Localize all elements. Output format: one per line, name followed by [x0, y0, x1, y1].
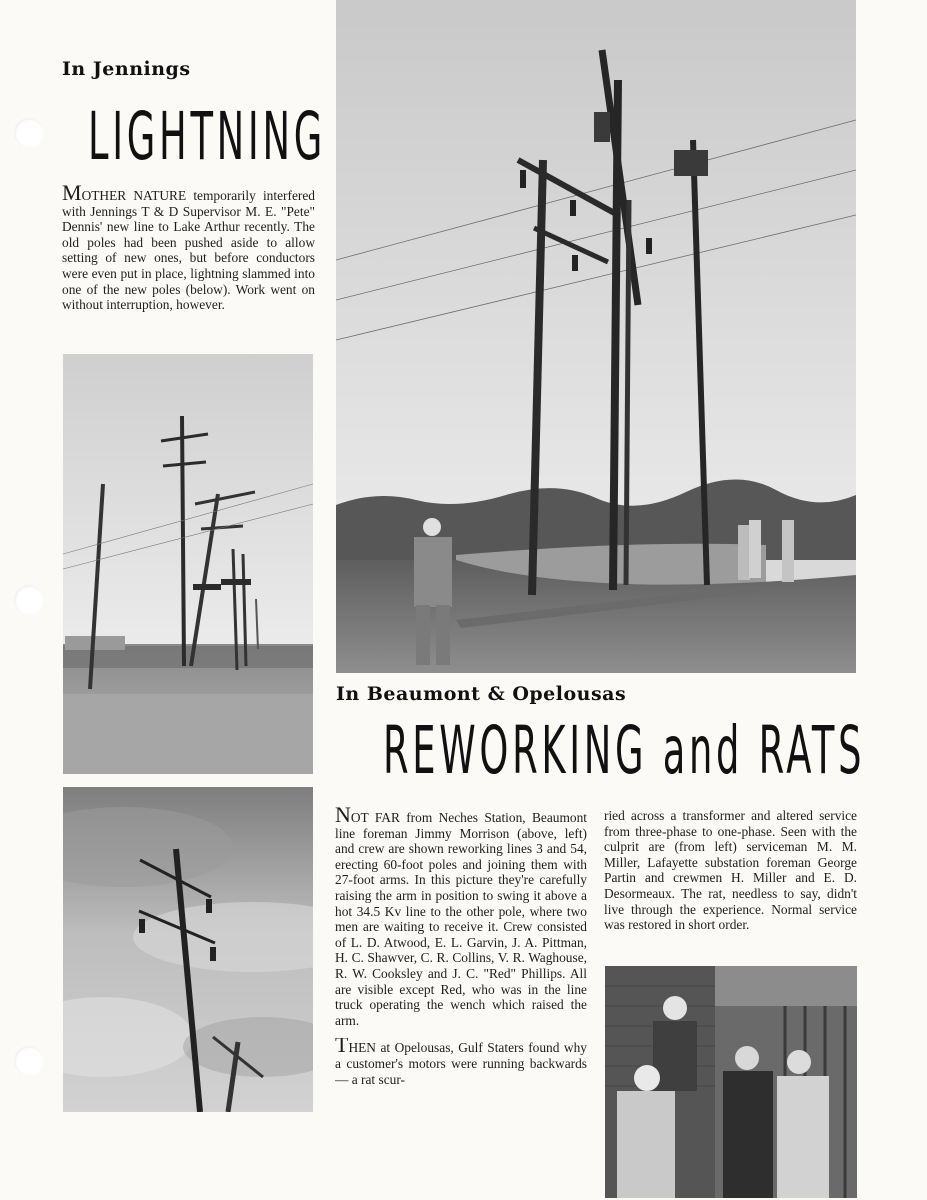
drop-cap: N [335, 802, 351, 827]
photo-line-crew [336, 0, 856, 673]
photo-substation-crew [605, 966, 857, 1198]
photo-poles-field [63, 354, 313, 774]
reworking-para-2-continued: ried across a transformer and altered service from three-phase to one-phase. Seen with the culprit are (from left) serviceman M. M. Miller, Lafayette substation foreman George Partin and crewmen H. Miller and E. D. Desormeaux. The rat, needless to say, didn't live through the experience. Normal service was restored in short order. [604, 808, 857, 933]
photo-struck-pole [63, 787, 313, 1112]
reworking-column-left [335, 802, 587, 1087]
lightning-body: OTHER NATURE temporarily interfered with Jennings T & D Supervisor M. E. "Pete" Dennis' new line to Lake Arthur recently. The old poles had been pushed aside to allow setting of new ones, but before conductors were even put in place, lightning slammed into one of the new poles (below). Work went on without interruption, however. [62, 188, 315, 313]
binder-hole [14, 585, 44, 615]
reworking-para-1 [335, 802, 587, 1028]
lightning-kicker: In Jennings [62, 58, 191, 80]
reworking-para-2-text: HEN at Opelousas, Gulf Staters found why a customer's motors were running backwards — a rat scur- [335, 1040, 587, 1087]
drop-cap: M [62, 180, 82, 205]
binder-hole [14, 1046, 44, 1076]
lightning-article [62, 180, 315, 313]
reworking-para-2 [335, 1038, 587, 1086]
reworking-kicker: In Beaumont & Opelousas [336, 683, 627, 705]
binder-hole [14, 118, 44, 148]
reworking-column-right [604, 808, 857, 948]
reworking-headline: REWORKING and RATS [383, 712, 866, 789]
drop-cap: T [335, 1038, 349, 1058]
reworking-para-1-text: OT FAR from Neches Station, Beaumont line foreman Jimmy Morrison (above, left) and crew are shown reworking lines 3 and 54, erecting 60-foot poles and joining them with 27-foot arms. In this picture they're carefully raising the arm in position to swing it above a hot 34.5 Kv line to the other pole, where two men are waiting to receive it. Crew consisted of L. D. Atwood, E. L. Garvin, J. A. Pittman, H. C. Shawver, C. R. Collins, V. R. Waghouse, R. W. Cooksley and J. C. "Red" Phillips. All are visible except Red, who was in the line truck operating the wench which raised the arm. [335, 810, 587, 1028]
lightning-headline: LIGHTNING [88, 98, 326, 175]
